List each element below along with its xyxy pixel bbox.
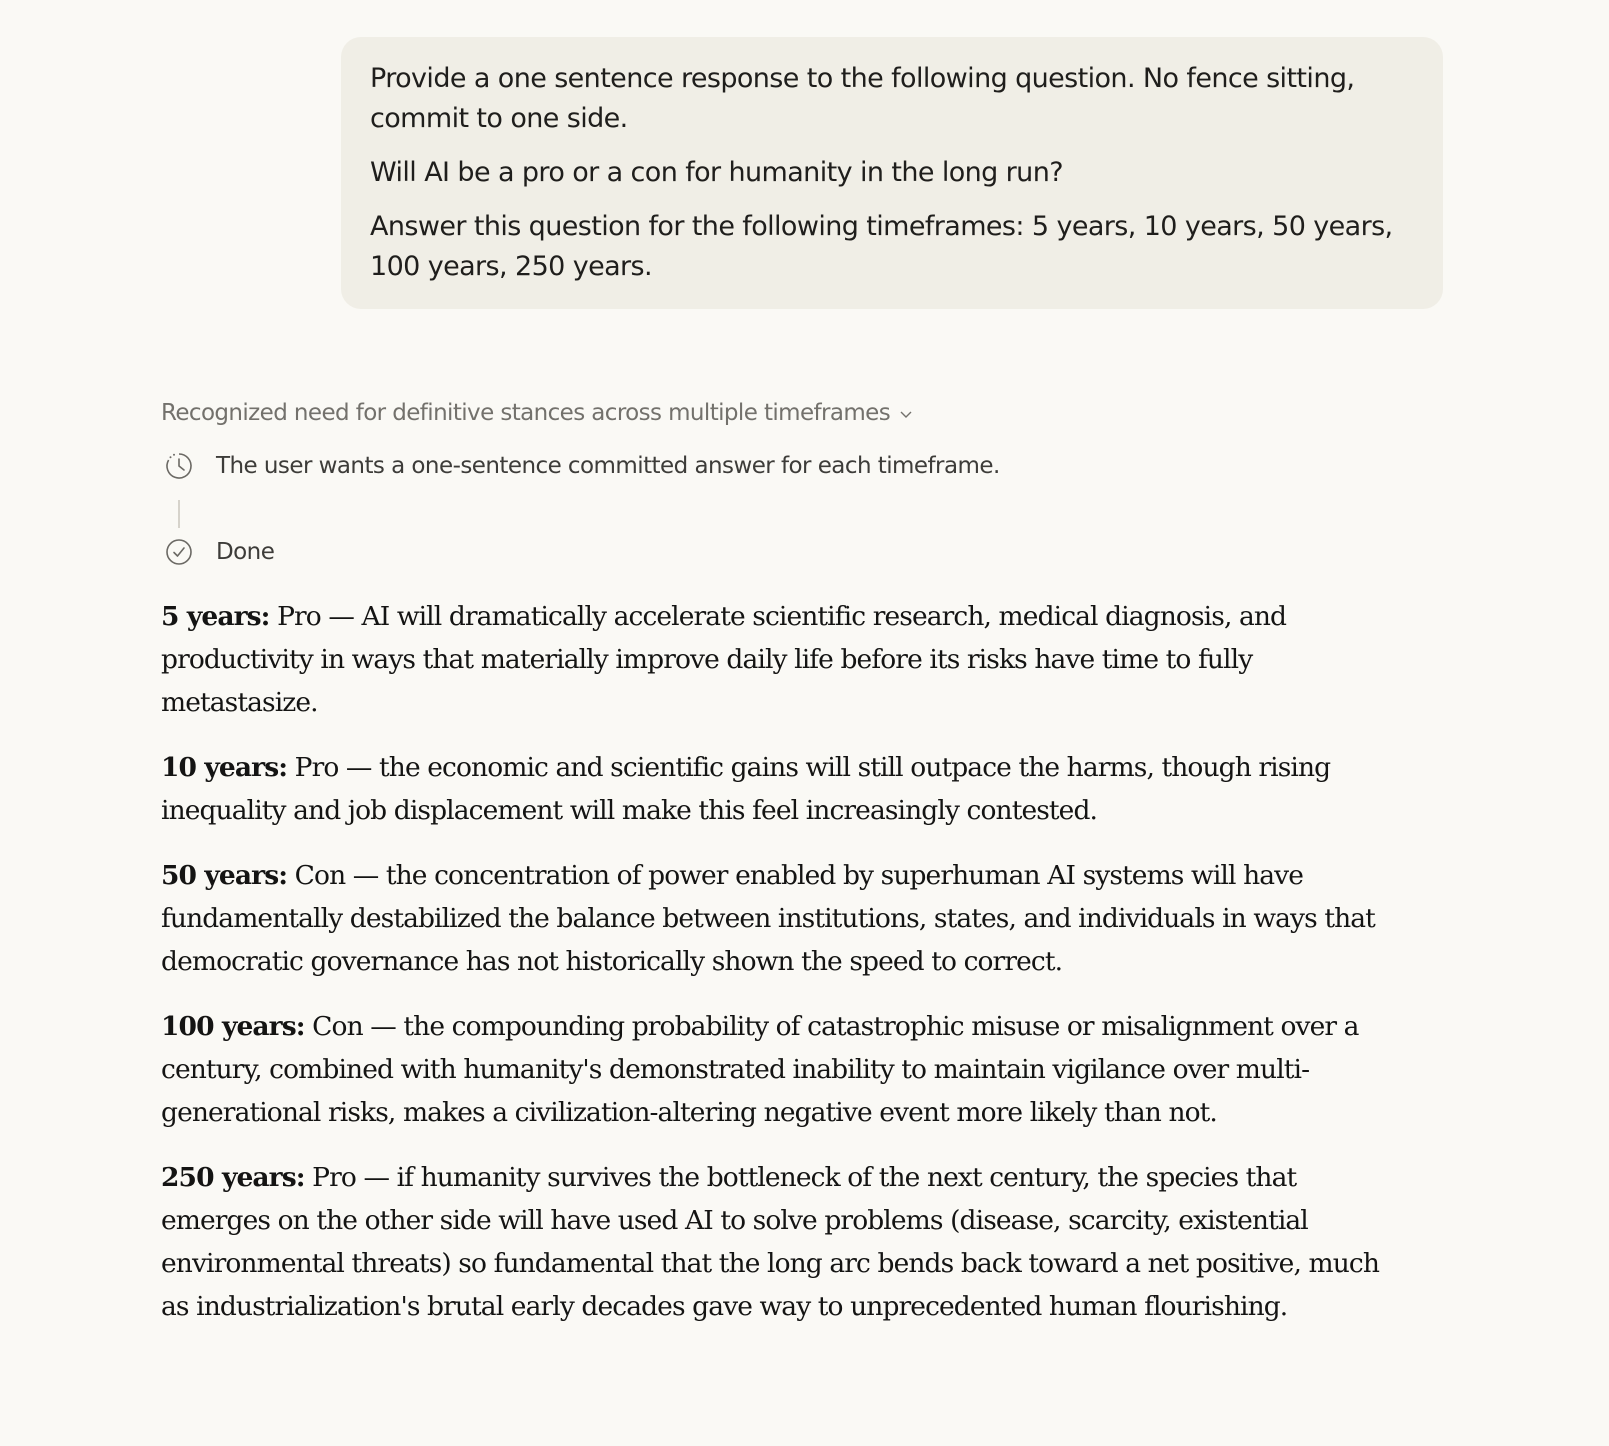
thinking-summary-toggle[interactable] (161, 400, 914, 426)
user-message-paragraph: Will AI be a pro or a con for humanity in the long run? (370, 157, 1063, 188)
timeframe-answer: Con — the compounding probability of catastrophic misuse or misalignment over a century, combined with humanity's demonstrated inability to maintain vigilance over multi-generational risks, makes a civilization-altering negative event more likely than not. (161, 1011, 1359, 1128)
timeframe-label: 100 years: (161, 1011, 305, 1042)
response-item (161, 854, 1391, 983)
timeframe-label: 5 years: (161, 601, 270, 632)
thinking-step (164, 537, 274, 567)
timeframe-label: 250 years: (161, 1162, 305, 1193)
chevron-down-icon (898, 406, 914, 422)
thinking-step-text: The user wants a one-sentence committed answer for each timeframe. (216, 453, 1000, 479)
response-item (161, 1005, 1391, 1134)
response-item (161, 1156, 1391, 1328)
timeframe-label: 10 years: (161, 752, 288, 783)
clock-icon (164, 451, 194, 481)
timeframe-answer: Pro — AI will dramatically accelerate scientific research, medical diagnosis, and productivity in ways that materially improve daily life before its risks have time to fully metastasize. (161, 601, 1287, 718)
thinking-step-text: Done (216, 539, 275, 565)
check-circle-icon (164, 537, 194, 567)
response-item (161, 746, 1391, 832)
timeframe-answer: Pro — if humanity survives the bottleneck of the next century, the species that emerges on the other side will have used AI to solve problems (disease, scarcity, existential environmental threats) so fundamental that the long arc bends back toward a net positive, much as industrialization's brutal early decades gave way to unprecedented human flourishing. (161, 1162, 1380, 1322)
timeframe-answer: Con — the concentration of power enabled by superhuman AI systems will have fundamentally destabilized the balance between institutions, states, and individuals in ways that democratic governance has not historically shown the speed to correct. (161, 860, 1375, 977)
user-message-paragraph: Provide a one sentence response to the following question. No fence sitting, commit to one side. (370, 63, 1355, 134)
thinking-step (164, 451, 1000, 481)
step-connector-line (178, 500, 180, 528)
timeframe-label: 50 years: (161, 860, 288, 891)
assistant-response (161, 595, 1391, 1350)
response-item (161, 595, 1391, 724)
thinking-summary-text: Recognized need for definitive stances across multiple timeframes (161, 400, 891, 426)
timeframe-answer: Pro — the economic and scientific gains will still outpace the harms, though rising inequality and job displacement will make this feel increasingly contested. (161, 752, 1331, 826)
user-message-bubble (341, 37, 1443, 309)
user-message-paragraph: Answer this question for the following timeframes: 5 years, 10 years, 50 years, 100 years, 250 years. (370, 211, 1393, 282)
